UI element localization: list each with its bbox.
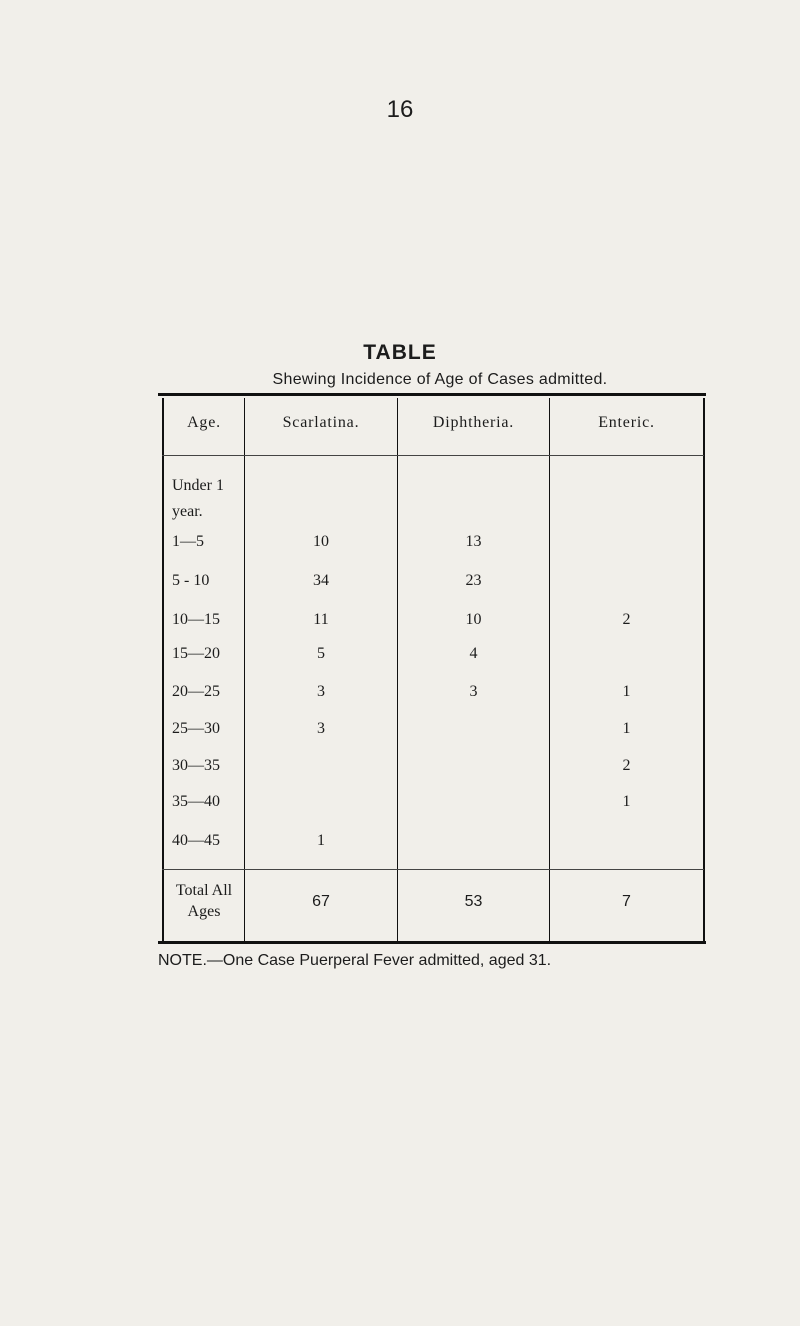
age-cell: 40—45 xyxy=(172,832,220,849)
enteric-cell: 1 xyxy=(622,683,631,700)
enteric-cell: 2 xyxy=(622,611,631,628)
total-scarlatina: 67 xyxy=(312,893,330,910)
col-divider-3 xyxy=(549,398,550,943)
scarlatina-cell: 3 xyxy=(317,720,325,737)
table-title: TABLE xyxy=(363,341,437,364)
header-scarlatina: Scarlatina. xyxy=(282,414,360,431)
age-cell: 1—5 xyxy=(172,533,204,550)
age-cell: 10—15 xyxy=(172,611,220,628)
page-number: 16 xyxy=(386,96,414,123)
diphtheria-cell: 13 xyxy=(465,533,482,550)
diphtheria-cell: 3 xyxy=(469,683,478,700)
age-cell: 5 - 10 xyxy=(172,572,210,589)
scarlatina-cell: 3 xyxy=(317,683,325,700)
age-cell: 35—40 xyxy=(172,793,220,810)
total-rule xyxy=(162,869,704,870)
diphtheria-cell: 10 xyxy=(465,611,482,628)
header-enteric: Enteric. xyxy=(598,414,655,431)
age-cell: 30—35 xyxy=(172,757,220,774)
header-age: Age. xyxy=(187,414,221,431)
age-cell: 15—20 xyxy=(172,645,220,662)
header-diphtheria: Diphtheria. xyxy=(432,414,515,431)
age-cell: 25—30 xyxy=(172,720,220,737)
header-rule xyxy=(162,455,704,456)
footnote: NOTE.—One Case Puerperal Fever admitted, aged 31. xyxy=(158,952,552,969)
scarlatina-cell: 34 xyxy=(313,572,329,589)
bottom-rule xyxy=(158,941,706,944)
col-divider-1 xyxy=(244,398,245,943)
age-under-1-year: Under 1 year. xyxy=(172,477,224,520)
scarlatina-cell: 5 xyxy=(317,645,325,662)
table-subtitle: Shewing Incidence of Age of Cases admitted. xyxy=(272,371,608,388)
diphtheria-cell: 23 xyxy=(465,572,482,589)
enteric-cell: 1 xyxy=(622,720,631,737)
diphtheria-cell: 4 xyxy=(469,645,478,662)
right-border xyxy=(703,398,705,943)
enteric-cell: 2 xyxy=(622,757,631,774)
total-enteric: 7 xyxy=(622,893,631,910)
scarlatina-cell: 10 xyxy=(313,533,329,550)
col-divider-2 xyxy=(397,398,398,943)
total-diphtheria: 53 xyxy=(464,893,483,910)
scarlatina-cell: 1 xyxy=(317,832,325,849)
age-cell: 20—25 xyxy=(172,683,220,700)
enteric-cell: 1 xyxy=(622,793,631,810)
scarlatina-cell: 11 xyxy=(313,611,329,628)
total-label: Total All Ages xyxy=(175,882,233,920)
top-rule xyxy=(158,393,706,396)
